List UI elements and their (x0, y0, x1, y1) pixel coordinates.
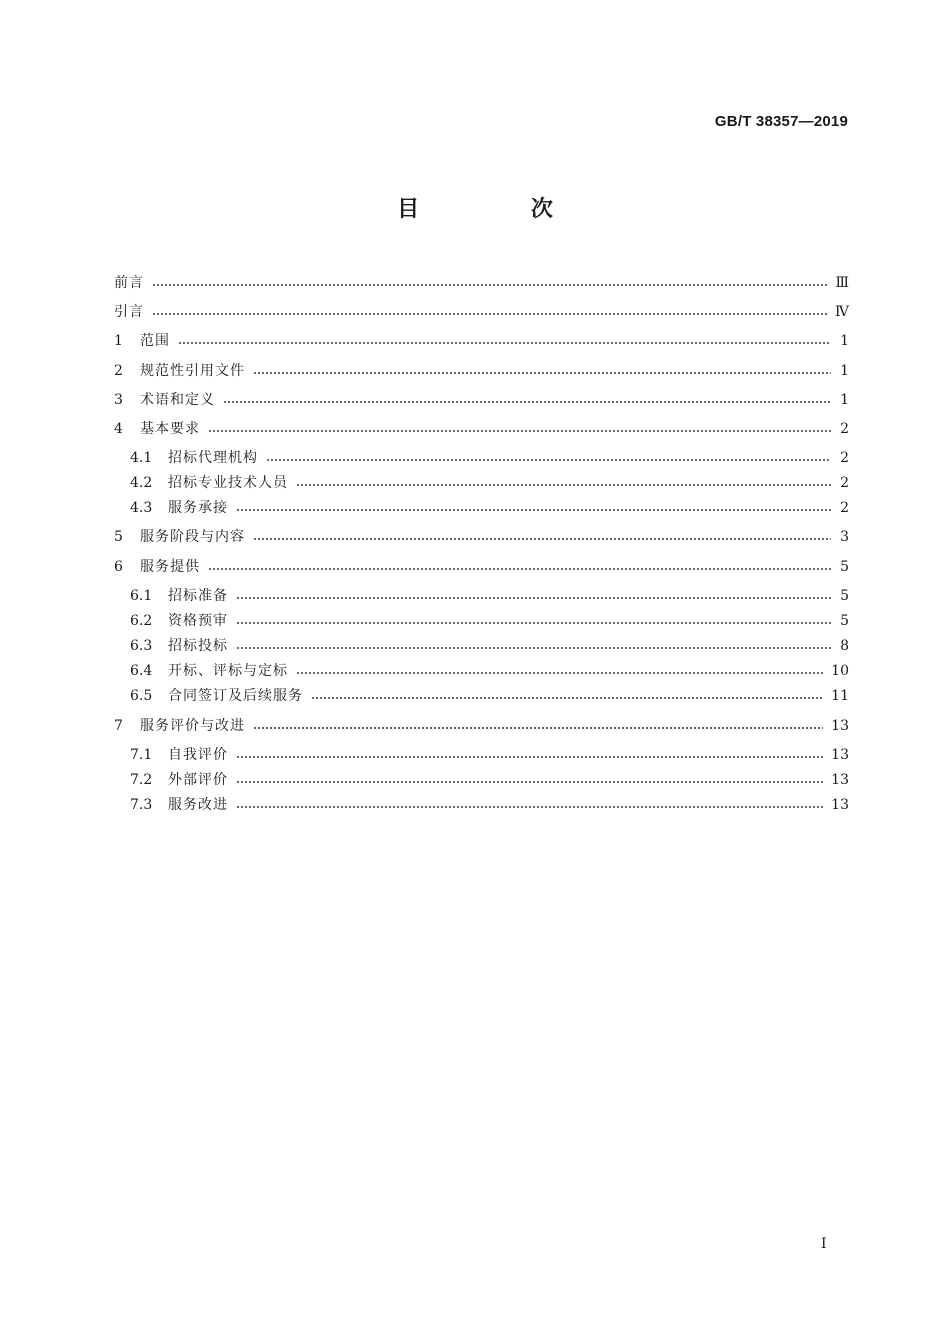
toc-entry-title: 外部评价 (168, 772, 228, 788)
toc-dot-leader (236, 597, 831, 599)
toc-entry-page: 2 (840, 500, 849, 516)
toc-dot-leader (253, 372, 831, 374)
toc-entry-page: 1 (840, 363, 849, 379)
toc-entry-number: 6.1 (130, 588, 153, 604)
toc-dot-leader (178, 342, 831, 344)
toc-entry[interactable] (114, 330, 849, 352)
toc-entry-number: 6.3 (130, 638, 153, 654)
toc-entry[interactable] (130, 769, 849, 791)
toc-entry-page: 11 (831, 688, 849, 704)
toc-entry-page: Ⅲ (835, 275, 849, 291)
toc-dot-leader (236, 622, 831, 624)
toc-entry[interactable] (114, 360, 849, 382)
toc-entry-number: 2 (114, 363, 123, 379)
toc-entry[interactable] (130, 585, 849, 607)
toc-entry-page: 13 (831, 797, 849, 813)
toc-entry[interactable] (130, 497, 849, 519)
toc-entry-title: 引言 (114, 304, 144, 320)
toc-entry[interactable] (114, 715, 849, 737)
toc-entry[interactable] (114, 389, 849, 411)
toc-entry-title: 服务承接 (168, 500, 228, 516)
toc-entry-title: 招标代理机构 (168, 450, 258, 466)
toc-entry-page: 2 (840, 450, 849, 466)
toc-entry[interactable] (114, 418, 849, 440)
toc-entry-page: 1 (840, 333, 849, 349)
toc-entry-title: 术语和定义 (140, 392, 215, 408)
toc-dot-leader (296, 672, 823, 674)
toc-dot-leader (236, 509, 831, 511)
toc-entry-page: 5 (840, 588, 849, 604)
toc-entry-title: 招标专业技术人员 (168, 475, 288, 491)
toc-entry-title: 自我评价 (168, 747, 228, 763)
toc-entry-page: 2 (840, 475, 849, 491)
toc-entry-title: 基本要求 (140, 421, 200, 437)
toc-entry-page: 3 (840, 529, 849, 545)
toc-entry[interactable] (130, 660, 849, 682)
toc-entry-title: 服务阶段与内容 (140, 529, 245, 545)
toc-dot-leader (236, 756, 823, 758)
toc-dot-leader (236, 781, 823, 783)
toc-entry-page: 1 (840, 392, 849, 408)
toc-entry-number: 4.2 (130, 475, 153, 491)
toc-dot-leader (152, 313, 827, 315)
toc-entry[interactable] (114, 526, 849, 548)
toc-entry-page: 13 (831, 747, 849, 763)
toc-entry-title: 规范性引用文件 (140, 363, 245, 379)
toc-entry-number: 3 (114, 392, 123, 408)
toc-entry-title: 开标、评标与定标 (168, 663, 288, 679)
toc-entry-page: 13 (831, 772, 849, 788)
toc-entry[interactable] (130, 635, 849, 657)
toc-entry[interactable] (114, 272, 849, 294)
toc-entry-title: 服务改进 (168, 797, 228, 813)
toc-dot-leader (266, 459, 831, 461)
toc-dot-leader (208, 430, 831, 432)
toc-entry-title: 合同签订及后续服务 (168, 688, 303, 704)
toc-entry-title: 服务提供 (140, 559, 200, 575)
toc-entry-title: 招标投标 (168, 638, 228, 654)
page-number: I (821, 1236, 827, 1252)
toc-entry[interactable] (130, 744, 849, 766)
toc-dot-leader (223, 401, 831, 403)
toc-entry-number: 1 (114, 333, 123, 349)
toc-entry[interactable] (114, 301, 849, 323)
toc-entry-title: 招标准备 (168, 588, 228, 604)
toc-entry-title: 服务评价与改进 (140, 718, 245, 734)
toc-entry-number: 7.2 (130, 772, 153, 788)
toc-entry-title: 范围 (140, 333, 170, 349)
toc-dot-leader (236, 806, 823, 808)
toc-entry-number: 7.1 (130, 747, 153, 763)
toc-entry-page: 5 (840, 559, 849, 575)
toc-entry-page: 13 (831, 718, 849, 734)
toc-dot-leader (253, 538, 831, 540)
toc-entry[interactable] (130, 447, 849, 469)
toc-entry-page: Ⅳ (835, 304, 849, 320)
toc-entry-page: 8 (840, 638, 849, 654)
toc-dot-leader (208, 568, 831, 570)
toc-entry-number: 6 (114, 559, 123, 575)
toc-entry-page: 10 (831, 663, 849, 679)
toc-dot-leader (296, 484, 831, 486)
toc-entry-number: 7 (114, 718, 123, 734)
toc-entry-number: 6.5 (130, 688, 153, 704)
toc-entry-number: 5 (114, 529, 123, 545)
toc-entry[interactable] (114, 556, 849, 578)
toc-entry[interactable] (130, 472, 849, 494)
document-code: GB/T 38357—2019 (714, 113, 848, 130)
toc-entry-number: 7.3 (130, 797, 153, 813)
toc-entry-page: 5 (840, 613, 849, 629)
toc-dot-leader (152, 284, 827, 286)
toc-entry-title: 前言 (114, 275, 144, 291)
toc-dot-leader (253, 727, 823, 729)
toc-entry-number: 6.4 (130, 663, 153, 679)
toc-dot-leader (236, 647, 831, 649)
toc-entry-number: 6.2 (130, 613, 153, 629)
toc-entry[interactable] (130, 794, 849, 816)
toc-entry[interactable] (130, 610, 849, 632)
toc-entry-page: 2 (840, 421, 849, 437)
toc-dot-leader (311, 697, 823, 699)
page-title: 目 次 (397, 197, 605, 222)
toc-entry-number: 4 (114, 421, 123, 437)
toc-entry-number: 4.1 (130, 450, 153, 466)
toc-entry-number: 4.3 (130, 500, 153, 516)
toc-entry-title: 资格预审 (168, 613, 228, 629)
toc-entry[interactable] (130, 685, 849, 707)
